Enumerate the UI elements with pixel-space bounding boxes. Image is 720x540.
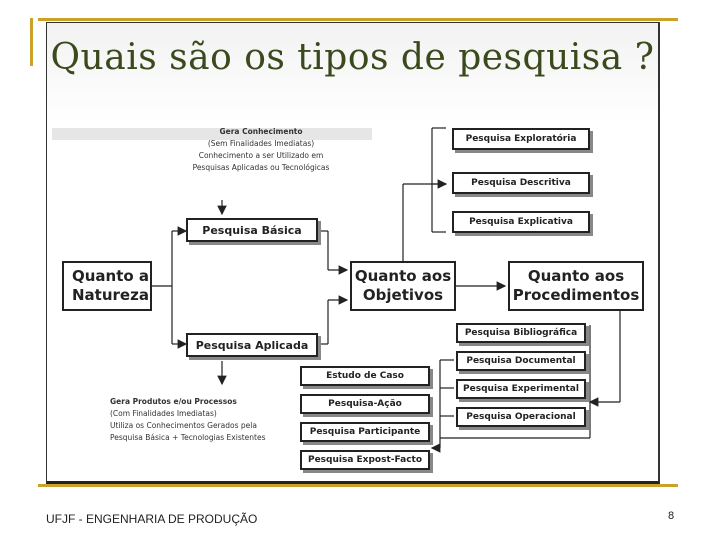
note-line: Gera Conhecimento: [219, 127, 303, 136]
note-line: (Sem Finalidades Imediatas): [207, 139, 315, 148]
box-applied-research: Pesquisa Aplicada: [186, 333, 318, 357]
box-documental: Pesquisa Documental: [456, 351, 586, 371]
footer-text: UFJF - ENGENHARIA DE PRODUÇÃO: [46, 512, 258, 526]
box-experimental: Pesquisa Experimental: [456, 379, 586, 399]
applied-research-note: [110, 396, 300, 444]
box-basic-research: Pesquisa Básica: [186, 218, 318, 242]
page-number: 8: [668, 510, 675, 522]
box-explanatory: Pesquisa Explicativa: [452, 211, 590, 233]
box-descriptive: Pesquisa Descritiva: [452, 172, 590, 194]
box-nature: Quanto a Natureza: [62, 261, 152, 311]
box-procedures: Quanto aos Procedimentos: [508, 261, 644, 311]
box-participant-research: Pesquisa Participante: [300, 422, 430, 442]
box-operational: Pesquisa Operacional: [456, 407, 586, 427]
note-line: Gera Produtos e/ou Processos: [110, 397, 237, 406]
box-bibliographic: Pesquisa Bibliográfica: [456, 323, 586, 343]
box-case-study: Estudo de Caso: [300, 366, 430, 386]
slide-title: Quais são os tipos de pesquisa ?: [50, 37, 655, 78]
note-line: Conhecimento a ser Utilizado em: [198, 151, 324, 160]
box-objectives: Quanto aos Objetivos: [350, 261, 456, 311]
note-line: Pesquisa Básica + Tecnologias Existentes: [110, 433, 266, 442]
note-line: (Com Finalidades Imediatas): [110, 409, 217, 418]
frame-bottom-rule: [38, 484, 678, 487]
box-expost-facto: Pesquisa Expost-Facto: [300, 450, 430, 470]
note-line: Pesquisas Aplicadas ou Tecnológicas: [192, 163, 330, 172]
box-action-research: Pesquisa-Ação: [300, 394, 430, 414]
basic-research-note: [176, 126, 346, 174]
note-line: Utiliza os Conhecimentos Gerados pela: [110, 421, 257, 430]
box-exploratory: Pesquisa Exploratória: [452, 128, 590, 150]
